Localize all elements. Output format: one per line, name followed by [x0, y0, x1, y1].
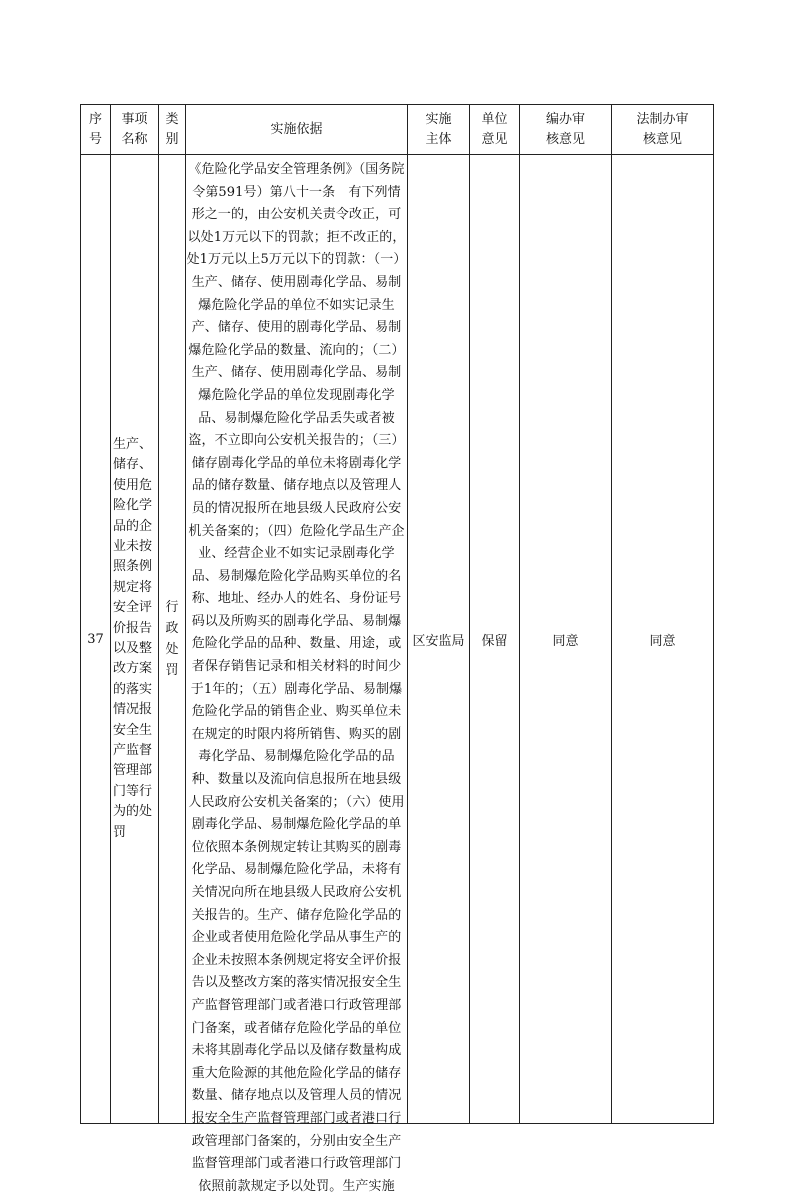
cell-office-opinion: 同意	[520, 155, 612, 1124]
cell-category: 行政处罚	[159, 155, 186, 1124]
cell-subject: 区安监局	[408, 155, 470, 1124]
table-header-row	[81, 105, 714, 155]
cell-seq: 37	[81, 155, 111, 1124]
header-office-opinion: 编办审核意见	[520, 105, 612, 155]
table-row	[81, 155, 714, 1124]
cell-item-name: 生产、储存、使用危险化学品的企业未按照条例规定将安全评价报告以及整改方案的落实情况报安全生产监督管理部门等行为的处罚	[111, 155, 159, 1124]
cell-legal-opinion: 同意	[612, 155, 714, 1124]
header-item-name: 事项名称	[111, 105, 159, 155]
header-unit-opinion: 单位意见	[470, 105, 520, 155]
matters-table	[80, 104, 714, 1194]
header-basis: 实施依据	[186, 105, 408, 155]
cell-unit-opinion: 保留	[470, 155, 520, 1124]
header-legal-opinion: 法制办审核意见	[612, 105, 714, 155]
cell-basis	[186, 155, 408, 1194]
basis-text: 《危险化学品安全管理条例》（国务院令第591号）第八十一条 有下列情形之一的，由公安机关责令改正，可以处1万元以下的罚款；拒不改正的，处1万元以上5万元以下的罚款：（一）生产、储存、使用剧毒化学品、易制爆危险化学品的单位不如实记录生产、储存、使用的剧毒化学品、易制爆危险化学品的数量、流向的；（二）生产、储存、使用剧毒化学品、易制爆危险化学品的单位发现剧毒化学品、易制爆危险化学品丢失或者被盗，不立即向公安机关报告的；（三）储存剧毒化学品的单位未将剧毒化学品的储存数量、储存地点以及管理人员的情况报所在地县级人民政府公安机关备案的；（四）危险化学品生产企业、经营企业不如实记录剧毒化学品、易制爆危险化学品购买单位的名称、地址、经办人的姓名、身份证号码以及所购买的剧毒化学品、易制爆危险化学品的品种、数量、用途，或者保存销售记录和相关材料的时间少于1年的；（五）剧毒化学品、易制爆危险化学品的销售企业、购买单位未在规定的时限内将所销售、购买的剧毒化学品、易制爆危险化学品的品种、数量以及流向信息报所在地县级人民政府公安机关备案的；（六）使用剧毒化学品、易制爆危险化学品的单位依照本条例规定转让其购买的剧毒化学品、易制爆危险化学品，未将有关情况向所在地县级人民政府公安机关报告的。生产、储存危险化学品的企业或者使用危险化学品从事生产的企业未按照本条例规定将安全评价报告以及整改方案的落实情况报安全生产监督管理部门或者港口行政管理部门备案，或者储存危险化学品的单位未将其剧毒化学品以及储存数量构成重大危险源的其他危险化学品的储存数量、储存地点以及管理人员的情况报安全生产监督管理部门或者港口行政管理部门备案的，分别由安全生产监督管理部门或者港口行政管理部门依照前款规定予以处罚。生产实施	[186, 162, 407, 1194]
header-subject: 实施主体	[408, 105, 470, 155]
header-seq: 序号	[81, 105, 111, 155]
header-category: 类别	[159, 105, 186, 155]
